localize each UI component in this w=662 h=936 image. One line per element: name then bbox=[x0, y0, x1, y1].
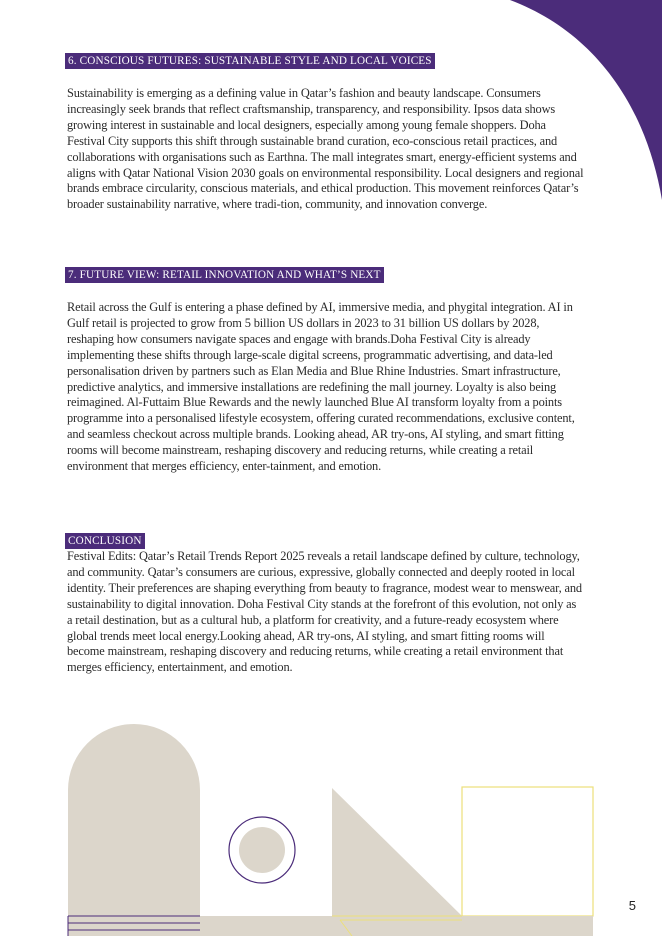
conclusion-heading: CONCLUSION bbox=[65, 533, 145, 549]
section-6-body: Sustainability is emerging as a defining value in Qatar’s fashion and beauty landscape. Consumers increasingly seek brands that reflect craftsmanship, transparency, and responsibility. Ipsos data shows growing interest in sustainable and local designers, especially among young female shoppers. Doha Festival City supports this shift through sustainable brand curation, eco-conscious retail practices, and collaborations with organisations such as Earthna. The mall integrates smart, energy-efficient systems and aligns with Qatar National Vision 2030 goals on environmental responsibility. Local designers and regional brands embrace circularity, conscious materials, and ethical production. This movement reinforces Qatar’s broader sustainability narrative, where tradi-tion, community, and innovation converge. bbox=[67, 86, 584, 212]
section-7-heading: 7. FUTURE VIEW: RETAIL INNOVATION AND WHAT’S NEXT bbox=[65, 267, 384, 283]
section-6-heading: 6. CONSCIOUS FUTURES: SUSTAINABLE STYLE AND LOCAL VOICES bbox=[65, 53, 435, 69]
conclusion-body: Festival Edits: Qatar’s Retail Trends Report 2025 reveals a retail landscape defined by culture, technology, and community. Qatar’s consumers are curious, expressive, globally connected and deeply rooted in local identity. Their preferences are shaping everything from beauty to fragrance, modest wear to menswear, and sustainability to digital innovation. Doha Festival City stands at the forefront of this evolution, not only as a retail destination, but as a cultural hub, a platform for creativity, and a future-ready ecosystem where global trends meet local energy.Looking ahead, AR try-ons, AI styling, and smart fitting rooms will become mainstream, reshaping discovery and reducing returns, while creating a retail environment that merges efficiency, entertainment, and emotion. bbox=[67, 549, 582, 675]
geometric-decoration bbox=[0, 720, 662, 936]
page-number: 5 bbox=[628, 898, 636, 913]
section-7-body: Retail across the Gulf is entering a phase defined by AI, immersive media, and phygital integration. AI in Gulf retail is projected to grow from 5 billion US dollars in 2023 to 31 billion US dollars by 2028, reshaping how consumers navigate spaces and engage with brands.Doha Festival City is already implementing these shifts through large-scale digital screens, programmatic advertising, and data-led personalisation driven by partners such as Elan Media and Blue Rhine Industries. Smart infrastructure, predictive analytics, and immersive installations are redefining the mall journey. Loyalty is also being reimagined. Al-Futtaim Blue Rewards and the newly launched Blue AI transform loyalty from a points programme into a personalised lifestyle ecosystem, offering curated recommendations, exclusive content, and seamless checkout across multiple brands. Looking ahead, AR try-ons, AI styling, and smart fitting rooms will become mainstream, reshaping discovery and reducing returns, while creating a retail environment that merges efficiency, enter-tainment, and emotion. bbox=[67, 300, 575, 474]
